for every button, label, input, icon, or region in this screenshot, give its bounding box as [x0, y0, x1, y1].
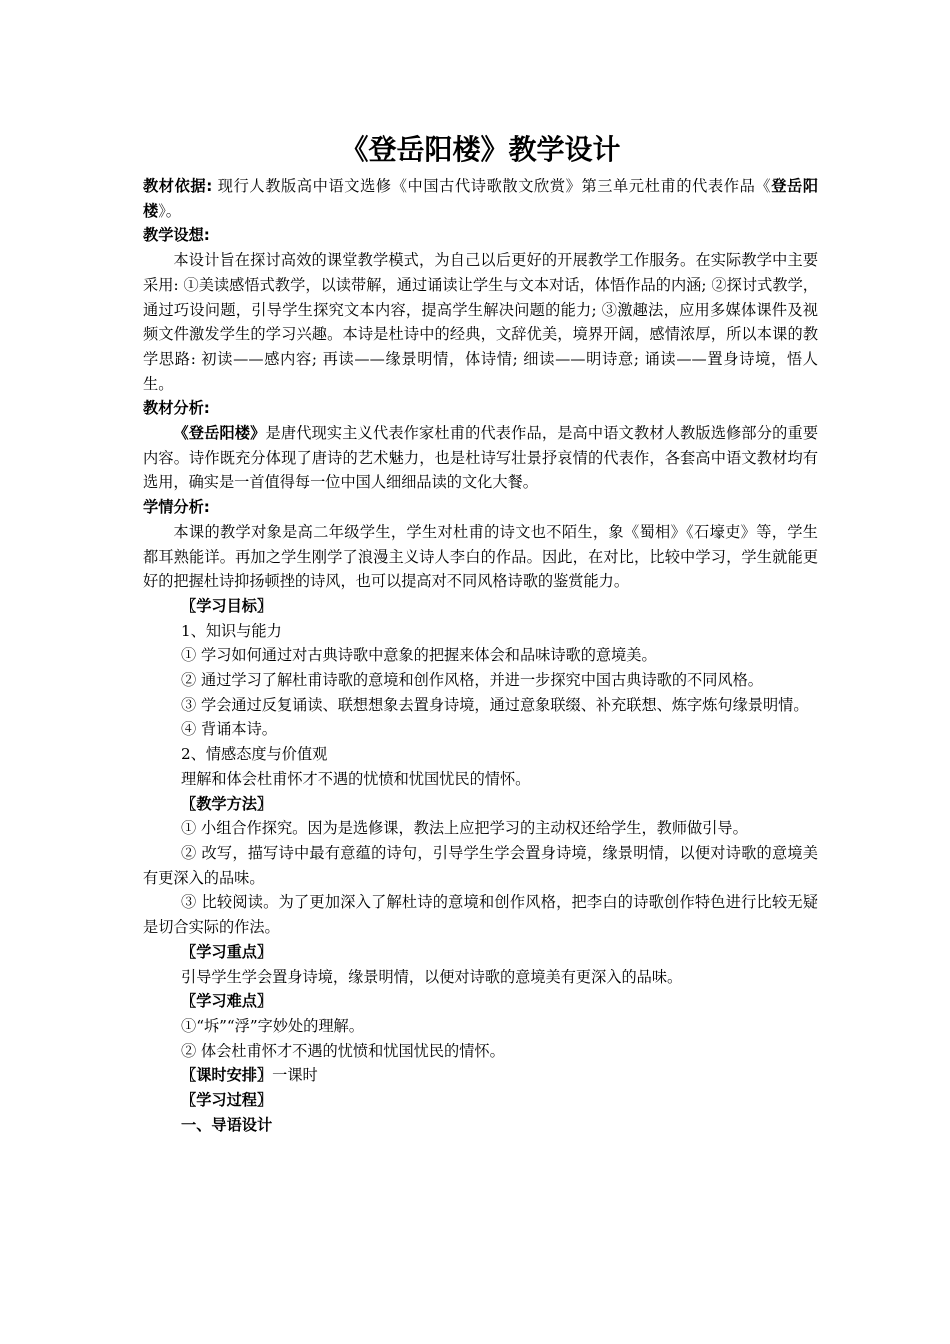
- goals-sub-emotion: 2、情感态度与价值观: [181, 745, 328, 764]
- basis-end: 》。: [158, 201, 181, 220]
- process-heading: 〖学习过程〗: [181, 1091, 273, 1110]
- concept-paragraph: 本设计旨在探讨高效的课堂教学模式，为自己以后更好的开展教学工作服务。在实际教学中主要采用: ①美读感悟式教学，以读带解，通过诵读让学生与文本对话，体悟作品的内涵; ②探讨式教学，通过巧设问题，引导学生探究文本内容，提高学生解决问题的能力; ③激趣法，应用多媒体课件及视频文件激发学生的学习兴趣。本诗是杜诗中的经典，文辞优美，境界开阔，感情浓厚，所以本课的教学思路: 初读——感内容; 再读——缘景明情，体诗情; 细读——明诗意; 诵读——置身诗境，悟人生。: [143, 251, 818, 393]
- difficulty-item-1: ①“坼”“浮”字妙处的理解。: [181, 1016, 364, 1035]
- process-step-1: 一、导语设计: [181, 1115, 273, 1134]
- goals-item-3: ③ 学会通过反复诵读、联想想象去置身诗境，通过意象联缀、补充联想、炼字炼句缘景明情。: [181, 695, 809, 714]
- material-text: 是唐代现实主义代表作家杜甫的代表作品，是高中语文教材人教版选修部分的重要内容。诗作既充分体现了唐诗的艺术魅力，也是杜诗写壮景抒哀情的代表作，各套高中语文教材均有选用，确实是一首值得每一位中国人细细品读的文化大餐。: [143, 424, 819, 492]
- methods-item-1: ① 小组合作探究。因为是选修课，教法上应把学习的主动权还给学生，教师做引导。: [181, 819, 748, 838]
- goals-sub-emotion-text: 理解和体会杜甫怀才不遇的忧愤和忧国忧民的情怀。: [181, 769, 531, 788]
- difficulty-heading: 〖学习难点〗: [181, 992, 273, 1011]
- focus-heading: 〖学习重点〗: [181, 942, 273, 961]
- document-title: 《登岳阳楼》教学设计: [340, 133, 621, 166]
- schedule-text: 一课时: [272, 1066, 318, 1085]
- document-body: [143, 128, 818, 1137]
- students-paragraph: 本课的教学对象是高二年级学生，学生对杜甫的诗文也不陌生，象《蜀相》《石壕吏》等，学生都耳熟能详。再加之学生刚学了浪漫主义诗人李白的作品。因此，在对比，比较中学习，学生就能更好的把握杜诗抑扬顿挫的诗风，也可以提高对不同风格诗歌的鉴赏能力。: [143, 522, 818, 591]
- goals-item-1: ① 学习如何通过对古典诗歌中意象的把握来体会和品味诗歌的意境美。: [181, 646, 657, 665]
- goals-item-2: ② 通过学习了解杜甫诗歌的意境和创作风格，并进一步探究中国古典诗歌的不同风格。: [181, 671, 763, 690]
- methods-item-2: ② 改写，描写诗中最有意蕴的诗句，引导学生学会置身诗境，缘景明情，以便对诗歌的意境美有更深入的品味。: [143, 843, 818, 887]
- methods-item-3: ③ 比较阅读。为了更加深入了解杜诗的意境和创作风格，把李白的诗歌创作特色进行比较无疑是切合实际的作法。: [143, 893, 818, 937]
- focus-text: 引导学生学会置身诗境，缘景明情，以便对诗歌的意境美有更深入的品味。: [181, 967, 683, 986]
- schedule-heading: 〖课时安排〗: [181, 1066, 273, 1085]
- material-paragraph: [143, 421, 818, 495]
- goals-sub-knowledge: 1、知识与能力: [181, 621, 282, 640]
- basis-paragraph: [143, 174, 818, 223]
- concept-heading: 教学设想:: [143, 226, 210, 245]
- students-heading: 学情分析:: [143, 498, 210, 517]
- goals-item-4: ④ 背诵本诗。: [181, 720, 277, 739]
- methods-heading: 〖教学方法〗: [181, 794, 273, 813]
- basis-bold-tail: 登岳阳楼: [143, 177, 819, 220]
- goals-heading: 〖学习目标〗: [181, 596, 273, 615]
- schedule-line: [143, 1063, 818, 1088]
- basis-text: 现行人教版高中语文选修《中国古代诗歌散文欣赏》第三单元杜甫的代表作品《: [212, 177, 772, 195]
- material-heading: 教材分析:: [143, 399, 210, 418]
- basis-label: 教材依据:: [143, 177, 213, 195]
- difficulty-item-2: ② 体会杜甫怀才不遇的忧愤和忧国忧民的情怀。: [181, 1041, 505, 1060]
- material-lead: 《登岳阳楼》: [173, 424, 266, 443]
